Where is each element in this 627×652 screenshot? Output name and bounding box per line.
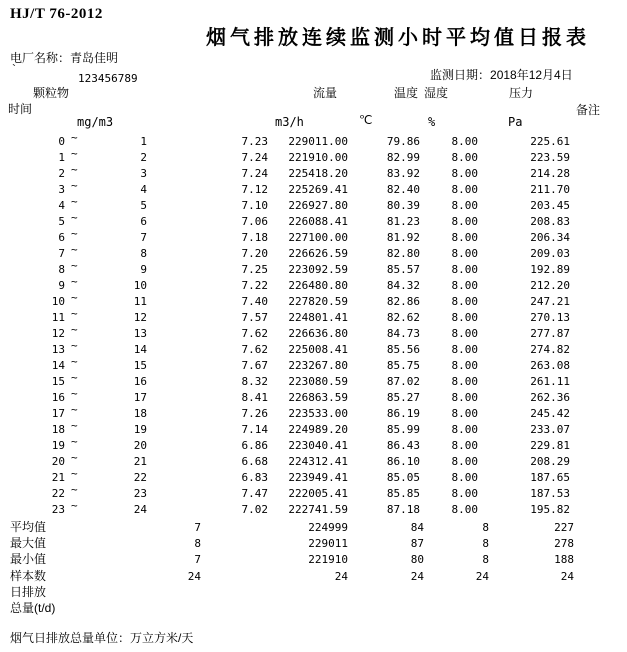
column-header-temperature: 温度 bbox=[394, 86, 419, 100]
table-row bbox=[0, 179, 627, 198]
hour-end: 17 bbox=[133, 391, 147, 404]
hour-start: 4 bbox=[58, 199, 65, 212]
range-tilde: ~ bbox=[71, 339, 78, 352]
column-header-pressure: 压力 bbox=[509, 86, 534, 100]
flow-value: 226863.59 bbox=[288, 391, 348, 404]
dust-value: 7.40 bbox=[241, 295, 268, 308]
dust-value: 7.06 bbox=[241, 215, 268, 228]
flow-value: 226480.80 bbox=[288, 279, 348, 292]
table-row bbox=[0, 211, 627, 230]
table-row bbox=[0, 323, 627, 342]
pressure-value: 187.65 bbox=[530, 471, 570, 484]
flow-value: 223080.59 bbox=[288, 375, 348, 388]
table-row bbox=[0, 435, 627, 454]
summary-value: 8 bbox=[482, 553, 489, 566]
pressure-value: 187.53 bbox=[530, 487, 570, 500]
range-tilde: ~ bbox=[71, 243, 78, 256]
hour-end: 11 bbox=[133, 295, 147, 308]
summary-label: 样本数 bbox=[10, 569, 47, 583]
hour-start: 20 bbox=[51, 455, 65, 468]
humidity-value: 8.00 bbox=[451, 135, 478, 148]
temperature-value: 86.10 bbox=[386, 455, 420, 468]
hour-end: 5 bbox=[140, 199, 147, 212]
flow-value: 222741.59 bbox=[288, 503, 348, 516]
hour-end: 6 bbox=[140, 215, 147, 228]
dust-value: 7.57 bbox=[241, 311, 268, 324]
dust-value: 8.41 bbox=[241, 391, 268, 404]
flow-value: 224989.20 bbox=[288, 423, 348, 436]
table-row bbox=[0, 403, 627, 422]
column-header-remark: 备注 bbox=[576, 103, 601, 117]
pressure-value: 208.83 bbox=[530, 215, 570, 228]
pressure-value: 261.11 bbox=[530, 375, 570, 388]
table-row bbox=[0, 387, 627, 406]
summary-label: 日排放 bbox=[10, 585, 47, 599]
dust-value: 7.10 bbox=[241, 199, 268, 212]
temperature-value: 79.86 bbox=[386, 135, 420, 148]
summary-value: 224999 bbox=[308, 521, 348, 534]
dust-value: 6.86 bbox=[241, 439, 268, 452]
dust-value: 7.18 bbox=[241, 231, 268, 244]
table-row bbox=[0, 163, 627, 182]
humidity-value: 8.00 bbox=[451, 423, 478, 436]
table-row bbox=[0, 291, 627, 310]
humidity-value: 8.00 bbox=[451, 183, 478, 196]
hour-end: 19 bbox=[133, 423, 147, 436]
temperature-value: 80.39 bbox=[386, 199, 420, 212]
hour-end: 8 bbox=[140, 247, 147, 260]
hour-end: 22 bbox=[133, 471, 147, 484]
hour-start: 0 bbox=[58, 135, 65, 148]
flow-value: 226927.80 bbox=[288, 199, 348, 212]
pressure-value: 247.21 bbox=[530, 295, 570, 308]
range-tilde: ~ bbox=[71, 419, 78, 432]
page-title: 烟气排放连续监测小时平均值日报表 bbox=[206, 27, 590, 49]
summary-value: 24 bbox=[475, 570, 489, 583]
range-tilde: ~ bbox=[71, 227, 78, 240]
table-row bbox=[0, 371, 627, 390]
summary-value: 24 bbox=[187, 570, 201, 583]
temperature-value: 85.75 bbox=[386, 359, 420, 372]
dust-value: 7.24 bbox=[241, 167, 268, 180]
summary-label: 总量(t/d) bbox=[10, 601, 56, 615]
range-tilde: ~ bbox=[71, 499, 78, 512]
flow-value: 225008.41 bbox=[288, 343, 348, 356]
table-row bbox=[0, 419, 627, 438]
temperature-value: 85.85 bbox=[386, 487, 420, 500]
pressure-value: 206.34 bbox=[530, 231, 570, 244]
hour-start: 14 bbox=[51, 359, 65, 372]
pressure-value: 211.70 bbox=[530, 183, 570, 196]
hour-start: 22 bbox=[51, 487, 65, 500]
summary-value: 8 bbox=[482, 537, 489, 550]
humidity-value: 8.00 bbox=[451, 487, 478, 500]
temperature-value: 86.43 bbox=[386, 439, 420, 452]
humidity-value: 8.00 bbox=[451, 375, 478, 388]
flow-value: 222005.41 bbox=[288, 487, 348, 500]
temperature-value: 85.99 bbox=[386, 423, 420, 436]
flow-value: 224312.41 bbox=[288, 455, 348, 468]
plant-name-value: 青岛佳明 bbox=[70, 51, 119, 65]
summary-value: 8 bbox=[194, 537, 201, 550]
dust-value: 7.20 bbox=[241, 247, 268, 260]
temperature-value: 82.80 bbox=[386, 247, 420, 260]
pressure-value: 203.45 bbox=[530, 199, 570, 212]
pressure-value: 245.42 bbox=[530, 407, 570, 420]
humidity-value: 8.00 bbox=[451, 471, 478, 484]
dust-value: 7.62 bbox=[241, 327, 268, 340]
hour-end: 15 bbox=[133, 359, 147, 372]
hour-end: 9 bbox=[140, 263, 147, 276]
hour-end: 3 bbox=[140, 167, 147, 180]
hour-start: 12 bbox=[51, 327, 65, 340]
flow-value: 223092.59 bbox=[288, 263, 348, 276]
humidity-value: 8.00 bbox=[451, 359, 478, 372]
temperature-value: 85.57 bbox=[386, 263, 420, 276]
hour-end: 23 bbox=[133, 487, 147, 500]
pressure-value: 262.36 bbox=[530, 391, 570, 404]
hour-end: 16 bbox=[133, 375, 147, 388]
hour-end: 21 bbox=[133, 455, 147, 468]
flow-value: 229011.00 bbox=[288, 135, 348, 148]
humidity-value: 8.00 bbox=[451, 327, 478, 340]
summary-value: 84 bbox=[410, 521, 424, 534]
pressure-value: 229.81 bbox=[530, 439, 570, 452]
unit-pressure: Pa bbox=[508, 115, 523, 129]
unit-flow: m3/h bbox=[275, 115, 304, 129]
hour-start: 10 bbox=[51, 295, 65, 308]
summary-value: 229011 bbox=[308, 537, 348, 550]
hour-end: 24 bbox=[133, 503, 147, 516]
range-tilde: ~ bbox=[71, 371, 78, 384]
table-row bbox=[0, 355, 627, 374]
hour-end: 18 bbox=[133, 407, 147, 420]
dust-value: 7.62 bbox=[241, 343, 268, 356]
dust-value: 7.47 bbox=[241, 487, 268, 500]
range-tilde: ~ bbox=[71, 307, 78, 320]
hour-start: 13 bbox=[51, 343, 65, 356]
dust-value: 6.83 bbox=[241, 471, 268, 484]
hour-end: 4 bbox=[140, 183, 147, 196]
hour-end: 13 bbox=[133, 327, 147, 340]
flow-value: 226636.80 bbox=[288, 327, 348, 340]
flow-value: 226088.41 bbox=[288, 215, 348, 228]
summary-value: 7 bbox=[194, 521, 201, 534]
flow-value: 226626.59 bbox=[288, 247, 348, 260]
humidity-value: 8.00 bbox=[451, 391, 478, 404]
humidity-value: 8.00 bbox=[451, 311, 478, 324]
dust-value: 7.12 bbox=[241, 183, 268, 196]
table-row bbox=[0, 467, 627, 486]
hour-start: 18 bbox=[51, 423, 65, 436]
pressure-value: 214.28 bbox=[530, 167, 570, 180]
hour-start: 2 bbox=[58, 167, 65, 180]
range-tilde: ~ bbox=[71, 451, 78, 464]
humidity-value: 8.00 bbox=[451, 215, 478, 228]
flow-value: 225418.20 bbox=[288, 167, 348, 180]
hour-start: 11 bbox=[51, 311, 65, 324]
hour-start: 1 bbox=[58, 151, 65, 164]
dust-value: 8.32 bbox=[241, 375, 268, 388]
summary-value: 221910 bbox=[308, 553, 348, 566]
summary-row bbox=[0, 568, 627, 584]
hour-end: 2 bbox=[140, 151, 147, 164]
temperature-value: 87.18 bbox=[386, 503, 420, 516]
unit-temperature: ℃ bbox=[359, 113, 373, 127]
humidity-value: 8.00 bbox=[451, 407, 478, 420]
summary-label: 最小值 bbox=[10, 552, 47, 566]
flow-value: 223949.41 bbox=[288, 471, 348, 484]
table-row bbox=[0, 195, 627, 214]
dust-value: 7.22 bbox=[241, 279, 268, 292]
monitor-date-value: 2018年12月4日 bbox=[490, 68, 573, 82]
range-tilde: ~ bbox=[71, 403, 78, 416]
temperature-value: 84.32 bbox=[386, 279, 420, 292]
plant-name-line bbox=[10, 49, 118, 66]
temperature-value: 82.86 bbox=[386, 295, 420, 308]
dust-value: 6.68 bbox=[241, 455, 268, 468]
range-tilde: ~ bbox=[71, 259, 78, 272]
summary-row bbox=[0, 600, 627, 616]
temperature-value: 82.40 bbox=[386, 183, 420, 196]
summary-value: 24 bbox=[560, 570, 574, 583]
humidity-value: 8.00 bbox=[451, 343, 478, 356]
column-header-time: 时间 bbox=[8, 102, 33, 116]
pressure-value: 212.20 bbox=[530, 279, 570, 292]
hour-start: 23 bbox=[51, 503, 65, 516]
hour-start: 21 bbox=[51, 471, 65, 484]
monitor-date-line bbox=[430, 66, 573, 83]
humidity-value: 8.00 bbox=[451, 247, 478, 260]
standard-code: HJ/T 76-2012 bbox=[10, 6, 103, 22]
pressure-value: 195.82 bbox=[530, 503, 570, 516]
flow-value: 225269.41 bbox=[288, 183, 348, 196]
column-header-dust: 颗粒物 bbox=[33, 86, 70, 100]
range-tilde: ~ bbox=[71, 211, 78, 224]
temperature-value: 82.62 bbox=[386, 311, 420, 324]
flow-value: 227820.59 bbox=[288, 295, 348, 308]
range-tilde: ~ bbox=[71, 467, 78, 480]
hour-start: 6 bbox=[58, 231, 65, 244]
dust-value: 7.67 bbox=[241, 359, 268, 372]
monitor-date-label: 监测日期： bbox=[430, 68, 491, 82]
flow-value: 224801.41 bbox=[288, 311, 348, 324]
hour-start: 16 bbox=[51, 391, 65, 404]
table-row bbox=[0, 227, 627, 246]
table-row bbox=[0, 147, 627, 166]
table-row bbox=[0, 307, 627, 326]
table-row bbox=[0, 499, 627, 518]
temperature-value: 86.19 bbox=[386, 407, 420, 420]
range-tilde: ~ bbox=[71, 179, 78, 192]
summary-value: 8 bbox=[482, 521, 489, 534]
hour-end: 14 bbox=[133, 343, 147, 356]
summary-value: 87 bbox=[410, 537, 424, 550]
table-row bbox=[0, 275, 627, 294]
plant-mark: ` bbox=[12, 62, 16, 76]
footer-note: 烟气日排放总量单位：万立方米/天 bbox=[10, 631, 194, 645]
data-rows bbox=[0, 131, 627, 518]
range-tilde: ~ bbox=[71, 163, 78, 176]
range-tilde: ~ bbox=[71, 323, 78, 336]
hour-start: 9 bbox=[58, 279, 65, 292]
pressure-value: 233.07 bbox=[530, 423, 570, 436]
flow-value: 221910.00 bbox=[288, 151, 348, 164]
summary-label: 平均值 bbox=[10, 520, 47, 534]
temperature-value: 85.56 bbox=[386, 343, 420, 356]
flow-value: 227100.00 bbox=[288, 231, 348, 244]
table-row bbox=[0, 243, 627, 262]
temperature-value: 84.73 bbox=[386, 327, 420, 340]
pressure-value: 277.87 bbox=[530, 327, 570, 340]
humidity-value: 8.00 bbox=[451, 263, 478, 276]
summary-value: 80 bbox=[410, 553, 424, 566]
dust-value: 7.02 bbox=[241, 503, 268, 516]
temperature-value: 85.27 bbox=[386, 391, 420, 404]
hour-start: 3 bbox=[58, 183, 65, 196]
hour-start: 5 bbox=[58, 215, 65, 228]
pressure-value: 225.61 bbox=[530, 135, 570, 148]
pressure-value: 270.13 bbox=[530, 311, 570, 324]
hour-start: 17 bbox=[51, 407, 65, 420]
summary-row bbox=[0, 519, 627, 535]
summary-value: 278 bbox=[554, 537, 574, 550]
temperature-value: 83.92 bbox=[386, 167, 420, 180]
table-row bbox=[0, 259, 627, 278]
temperature-value: 85.05 bbox=[386, 471, 420, 484]
hour-end: 7 bbox=[140, 231, 147, 244]
range-tilde: ~ bbox=[71, 355, 78, 368]
pressure-value: 223.59 bbox=[530, 151, 570, 164]
column-header-humidity: 湿度 bbox=[424, 86, 449, 100]
range-tilde: ~ bbox=[71, 131, 78, 144]
range-tilde: ~ bbox=[71, 275, 78, 288]
temperature-value: 81.23 bbox=[386, 215, 420, 228]
hour-start: 8 bbox=[58, 263, 65, 276]
column-header-flow: 流量 bbox=[313, 86, 338, 100]
humidity-value: 8.00 bbox=[451, 231, 478, 244]
humidity-value: 8.00 bbox=[451, 167, 478, 180]
temperature-value: 82.99 bbox=[386, 151, 420, 164]
summary-value: 24 bbox=[334, 570, 348, 583]
hour-end: 12 bbox=[133, 311, 147, 324]
dust-value: 7.26 bbox=[241, 407, 268, 420]
hour-start: 15 bbox=[51, 375, 65, 388]
humidity-value: 8.00 bbox=[451, 151, 478, 164]
humidity-value: 8.00 bbox=[451, 455, 478, 468]
flow-value: 223040.41 bbox=[288, 439, 348, 452]
summary-label: 最大值 bbox=[10, 536, 47, 550]
dust-value: 7.14 bbox=[241, 423, 268, 436]
table-row bbox=[0, 339, 627, 358]
humidity-value: 8.00 bbox=[451, 279, 478, 292]
table-row bbox=[0, 483, 627, 502]
summary-value: 188 bbox=[554, 553, 574, 566]
temperature-value: 81.92 bbox=[386, 231, 420, 244]
unit-humidity: % bbox=[428, 115, 436, 129]
range-tilde: ~ bbox=[71, 291, 78, 304]
range-tilde: ~ bbox=[71, 435, 78, 448]
plant-name-label: 电厂名称： bbox=[10, 51, 71, 65]
unit-dust: mg/m3 bbox=[77, 115, 114, 129]
hour-end: 10 bbox=[133, 279, 147, 292]
table-row bbox=[0, 131, 627, 150]
hour-end: 1 bbox=[140, 135, 147, 148]
summary-value: 24 bbox=[410, 570, 424, 583]
summary-row bbox=[0, 584, 627, 600]
humidity-value: 8.00 bbox=[451, 439, 478, 452]
hour-end: 20 bbox=[133, 439, 147, 452]
range-tilde: ~ bbox=[71, 387, 78, 400]
humidity-value: 8.00 bbox=[451, 503, 478, 516]
pressure-value: 274.82 bbox=[530, 343, 570, 356]
humidity-value: 8.00 bbox=[451, 295, 478, 308]
pressure-value: 209.03 bbox=[530, 247, 570, 260]
summary-value: 227 bbox=[554, 521, 574, 534]
hour-start: 19 bbox=[51, 439, 65, 452]
range-tilde: ~ bbox=[71, 147, 78, 160]
flow-value: 223533.00 bbox=[288, 407, 348, 420]
range-tilde: ~ bbox=[71, 195, 78, 208]
hour-start: 7 bbox=[58, 247, 65, 260]
range-tilde: ~ bbox=[71, 483, 78, 496]
dust-value: 7.24 bbox=[241, 151, 268, 164]
pressure-value: 208.29 bbox=[530, 455, 570, 468]
summary-value: 7 bbox=[194, 553, 201, 566]
flow-value: 223267.80 bbox=[288, 359, 348, 372]
humidity-value: 8.00 bbox=[451, 199, 478, 212]
dust-value: 7.25 bbox=[241, 263, 268, 276]
temperature-value: 87.02 bbox=[386, 375, 420, 388]
summary-row bbox=[0, 535, 627, 551]
summary-row bbox=[0, 551, 627, 567]
plant-code: 123456789 bbox=[78, 72, 138, 85]
dust-value: 7.23 bbox=[241, 135, 268, 148]
pressure-value: 263.08 bbox=[530, 359, 570, 372]
pressure-value: 192.89 bbox=[530, 263, 570, 276]
table-row bbox=[0, 451, 627, 470]
